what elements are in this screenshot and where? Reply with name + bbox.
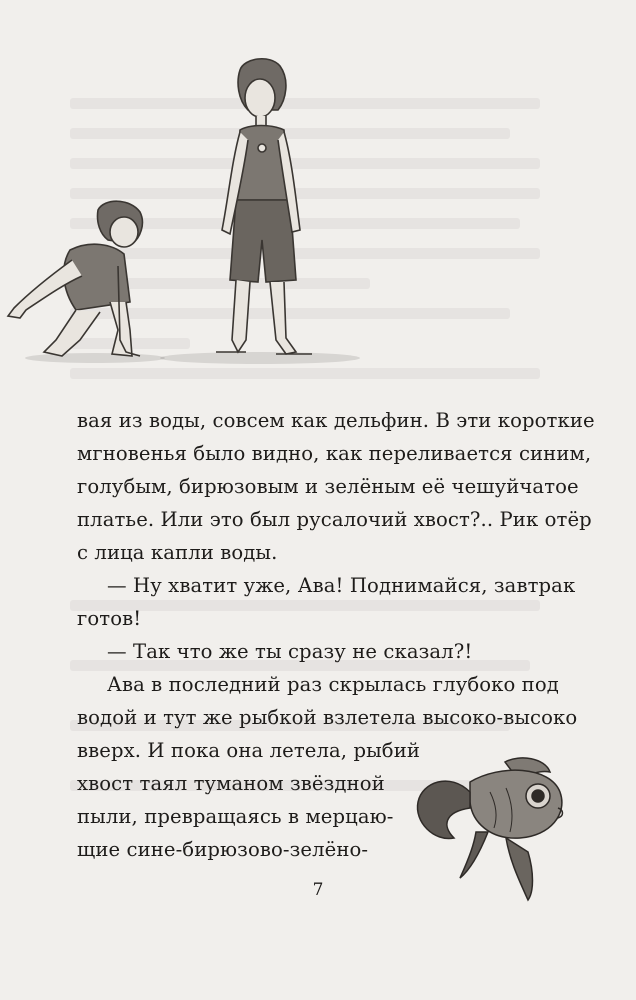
text-line: хвост таял туманом звёздной [77,772,385,795]
text-line: платье. Или это был русалочий хвост?.. Рик отёр [77,508,592,531]
text-line: пыли, превращаясь в мерцаю- [77,805,394,828]
text-line: готов! [77,607,142,630]
dialogue-line: — Так что же ты сразу не сказал?! [107,640,473,663]
text-line: водой и тут же рыбкой взлетела высоко-высоко [77,706,578,729]
text-line: щие сине-бирюзово-зелёно- [77,838,369,861]
text-line: мгновенья было видно, как переливается синим, [77,442,592,465]
text-line: вверх. И пока она летела, рыбий [77,739,421,762]
two-children-illustration [0,40,400,400]
crouching-boy-figure [8,201,142,356]
dialogue-line: — Ну хватит уже, Ава! Поднимайся, завтрак [107,574,576,597]
text-line: Ава в последний раз скрылась глубоко под [107,673,559,696]
text-line: вая из воды, совсем как дельфин. В эти короткие [77,409,595,432]
standing-girl-figure [216,59,312,354]
page-number: 7 [312,880,324,900]
text-line: с лица капли воды. [77,541,278,564]
goldfish-illustration [410,752,590,912]
text-line: голубым, бирюзовым и зелёным её чешуйчатое [77,475,579,498]
